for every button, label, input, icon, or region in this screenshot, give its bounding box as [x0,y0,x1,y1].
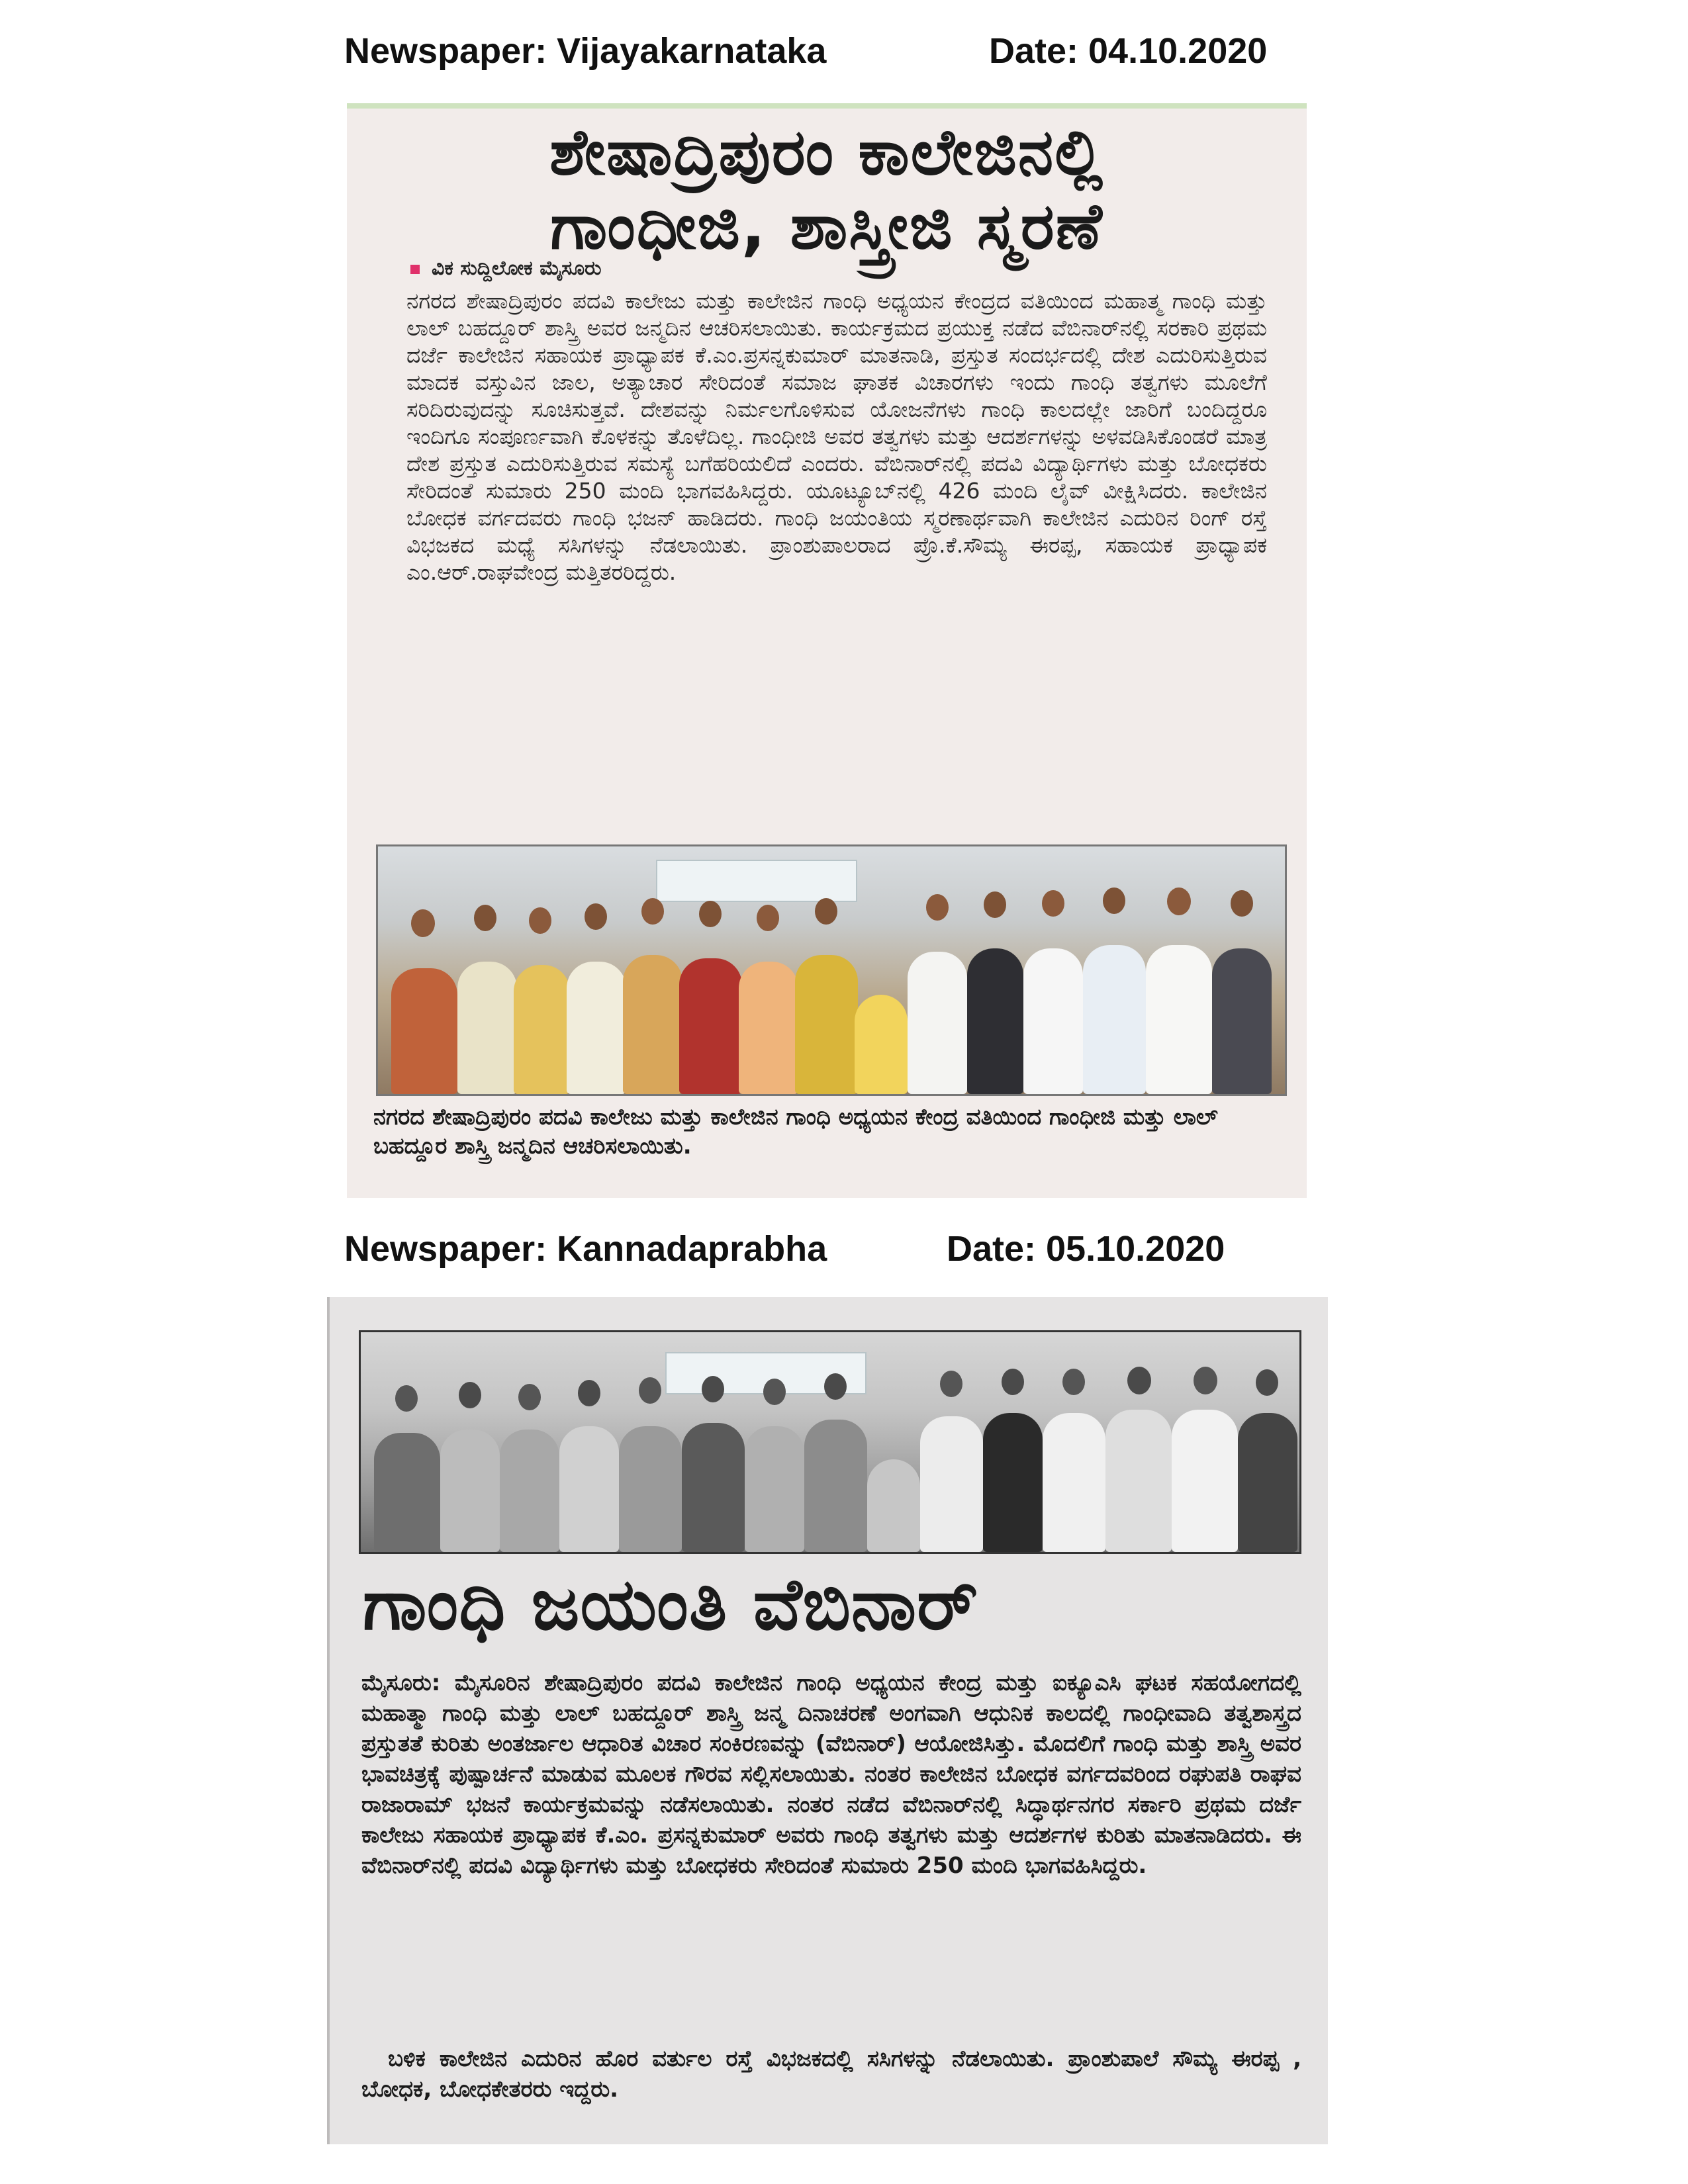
person [739,962,798,1094]
face [1103,887,1125,914]
person [559,1426,619,1552]
person [920,1416,983,1552]
face [824,1373,847,1400]
person [514,965,570,1094]
person [1238,1413,1297,1552]
face [940,1371,962,1397]
face [411,909,435,937]
person [679,958,742,1094]
person [682,1423,745,1552]
face [1167,887,1191,915]
person [983,1413,1043,1552]
face [984,891,1006,918]
group-photo [376,844,1287,1096]
headline-line-1: ಶೇಷಾದ್ರಿಪುರಂ ಕಾಲೇಜಿನಲ್ಲಿ [549,115,1104,189]
face [585,903,607,930]
person [908,952,967,1094]
group-photo [359,1330,1301,1554]
face [757,905,779,931]
newspaper-clipping-kannadaprabha [327,1297,1328,2144]
face [1127,1367,1151,1394]
newspaper-label-2: Newspaper: Kannadaprabha [344,1229,827,1269]
person [967,948,1023,1094]
person [1023,948,1083,1094]
face [763,1379,786,1405]
face [639,1377,661,1404]
body-paragraph-1: ಮೈಸೂರಿನ ಶೇಷಾದ್ರಿಪುರಂ ಪದವಿ ಕಾಲೇಜಿನ ಗಾಂಧಿ ಅಧ್ಯಯನ ಕೇಂದ್ರ ಮತ್ತು ಐಕ್ಯೂಎಸಿ ಘಟಕ ಸಹಯೋಗದಲ್ಲಿ ಮಹಾತ್ಮಾ ಗಾಂಧಿ ಮತ್ತು ಲಾಲ್ ಬಹದ್ದೂರ್ ಶಾಸ್ತ್ರಿ ಜನ್ಮ ದಿನಾಚರಣೆ ಅಂಗವಾಗಿ ಆಧುನಿಕ ಕಾಲದಲ್ಲಿ ಗಾಂಧೀವಾದಿ ತತ್ವಶಾಸ್ತ್ರದ ಪ್ರಸ್ತುತತೆ ಕುರಿತು ಅಂತರ್ಜಾಲ ಆಧಾರಿತ ವಿಚಾರ ಸಂಕಿರಣವನ್ನು (ವೆಬಿನಾರ್) ಆಯೋಜಿಸಿತ್ತು. ಮೊದಲಿಗೆ ಗಾಂಧಿ ಮತ್ತು ಶಾಸ್ತ್ರಿ ಅವರ ಭಾವಚಿತ್ರಕ್ಕೆ ಪುಷ್ಪಾರ್ಚನೆ ಮಾಡುವ ಮೂಲಕ ಗೌರವ ಸಲ್ಲಿಸಲಾಯಿತು. ನಂತರ ಕಾಲೇಜಿನ ಬೋಧಕ ವರ್ಗದವರಿಂದ ರಘುಪತಿ ರಾಘವ ರಾಜಾರಾಮ್ ಭಜನೆ ಕಾರ್ಯಕ್ರಮವನ್ನು ನಡೆಸಲಾಯಿತು. ನಂತರ ನಡೆದ ವೆಬಿನಾರ್‌ನಲ್ಲಿ ಸಿದ್ಧಾರ್ಥನಗರ ಸರ್ಕಾರಿ ಪ್ರಥಮ ದರ್ಜೆ ಕಾಲೇಜು ಸಹಾಯಕ ಪ್ರಾಧ್ಯಾಪಕ ಕೆ.ಎಂ. ಪ್ರಸನ್ನಕುಮಾರ್ ಅವರು ಗಾಂಧಿ ತತ್ವಗಳು ಮತ್ತು ಆದರ್ಶಗಳ ಕುರಿತು ಮಾತನಾಡಿದರು. ಈ ವೆಬಿನಾರ್‌ನಲ್ಲಿ ಪದವಿ ವಿದ್ಯಾರ್ಥಿಗಳು ಮತ್ತು ಬೋಧಕರು ಸೇರಿದಂತೆ ಸುಮಾರು 250 ಮಂದಿ ಭಾಗವಹಿಸಿದ್ದರು. [361,1670,1301,1879]
person [440,1430,500,1552]
face [815,898,837,925]
dateline: ಮೈಸೂರು: [361,1670,441,1696]
face [1256,1369,1278,1396]
face [395,1385,418,1412]
person [1212,948,1272,1094]
person [1083,945,1146,1094]
face [1002,1369,1024,1395]
person [500,1430,559,1552]
face [1231,890,1253,917]
person [623,955,682,1094]
body-paragraph-2: ಬಳಿಕ ಕಾಲೇಜಿನ ಎದುರಿನ ಹೊರ ವರ್ತುಲ ರಸ್ತೆ ವಿಭಜಕದಲ್ಲಿ ಸಸಿಗಳನ್ನು ನೆಡಲಾಯಿತು. ಪ್ರಾಂಶುಪಾಲೆ ಸೌಮ್ಯ ಈರಪ್ಪ , ಬೋಧಕ, ಬೋಧಕೇತರರು ಇದ್ದರು. [361,2046,1301,2103]
headline: ಗಾಂಧಿ ಜಯಂತಿ ವೆಬಿನಾರ್ [363,1563,979,1646]
person [619,1426,682,1552]
projector-screen [656,860,857,902]
person [457,962,517,1094]
person [374,1433,440,1552]
person [855,995,908,1094]
face [518,1384,541,1410]
person [1043,1413,1105,1552]
person [1105,1410,1172,1552]
face [1062,1369,1085,1395]
face [699,901,722,927]
face [578,1380,600,1406]
person [795,955,858,1094]
face [926,894,949,921]
newspaper-clipping-vijayakarnataka [347,103,1307,1198]
article-body [361,1668,1301,2038]
date-label-1: Date: 04.10.2020 [989,31,1268,71]
face [474,905,496,931]
date-label-2: Date: 05.10.2020 [947,1229,1225,1269]
person [867,1459,920,1552]
person [1146,945,1212,1094]
face [641,898,664,925]
face [459,1382,481,1408]
article-body: ನಗರದ ಶೇಷಾದ್ರಿಪುರಂ ಪದವಿ ಕಾಲೇಜು ಮತ್ತು ಕಾಲೇಜಿನ ಗಾಂಧಿ ಅಧ್ಯಯನ ಕೇಂದ್ರದ ವತಿಯಿಂದ ಮಹಾತ್ಮ ಗಾಂಧಿ ಮತ್ತು ಲಾಲ್ ಬಹದ್ದೂರ್ ಶಾಸ್ತ್ರಿ ಅವರ ಜನ್ಮದಿನ ಆಚರಿಸಲಾಯಿತು. ಕಾರ್ಯಕ್ರಮದ ಪ್ರಯುಕ್ತ ನಡೆದ ವೆಬಿನಾರ್‌ನಲ್ಲಿ ಸರಕಾರಿ ಪ್ರಥಮ ದರ್ಜೆ ಕಾಲೇಜಿನ ಸಹಾಯಕ ಪ್ರಾಧ್ಯಾಪಕ ಕೆ.ಎಂ.ಪ್ರಸನ್ನಕುಮಾರ್ ಮಾತನಾಡಿ, ಪ್ರಸ್ತುತ ಸಂದರ್ಭದಲ್ಲಿ ದೇಶ ಎದುರಿಸುತ್ತಿರುವ ಮಾದಕ ವಸ್ತುವಿನ ಜಾಲ, ಅತ್ಯಾಚಾರ ಸೇರಿದಂತೆ ಸಮಾಜ ಘಾತಕ ವಿಚಾರಗಳು ಇಂದು ಗಾಂಧಿ ತತ್ವಗಳು ಮೂಲೆಗೆ ಸರಿದಿರುವುದನ್ನು ಸೂಚಿಸುತ್ತವೆ. ದೇಶವನ್ನು ನಿರ್ಮಲಗೊಳಿಸುವ ಯೋಜನೆಗಳು ಗಾಂಧಿ ಕಾಲದಲ್ಲೇ ಜಾರಿಗೆ ಬಂದಿದ್ದರೂ ಇಂದಿಗೂ ಸಂಪೂರ್ಣವಾಗಿ ಕೊಳಕನ್ನು ತೊಳೆದಿಲ್ಲ. ಗಾಂಧೀಜಿ ಅವರ ತತ್ವಗಳು ಮತ್ತು ಆದರ್ಶಗಳನ್ನು ಅಳವಡಿಸಿಕೊಂಡರೆ ಮಾತ್ರ ದೇಶ ಪ್ರಸ್ತುತ ಎದುರಿಸುತ್ತಿರುವ ಸಮಸ್ಯೆ ಬಗೆಹರಿಯಲಿದೆ ಎಂದರು. ವೆಬಿನಾರ್‌ನಲ್ಲಿ ಪದವಿ ವಿದ್ಯಾರ್ಥಿಗಳು ಮತ್ತು ಬೋಧಕರು ಸೇರಿದಂತೆ ಸುಮಾರು 250 ಮಂದಿ ಭಾಗವಹಿಸಿದ್ದರು. ಯೂಟ್ಯೂಬ್‌ನಲ್ಲಿ 426 ಮಂದಿ ಲೈವ್ ವೀಕ್ಷಿಸಿದರು. ಕಾಲೇಜಿನ ಬೋಧಕ ವರ್ಗದವರು ಗಾಂಧಿ ಭಜನ್ ಹಾಡಿದರು. ಗಾಂಧಿ ಜಯಂತಿಯ ಸ್ಮರಣಾರ್ಥವಾಗಿ ಕಾಲೇಜಿನ ಎದುರಿನ ರಿಂಗ್ ರಸ್ತೆ ವಿಭಜಕದ ಮಧ್ಯೆ ಸಸಿಗಳನ್ನು ನೆಡಲಾಯಿತು. ಪ್ರಾಂಶುಪಾಲರಾದ ಪ್ರೊ.ಕೆ.ಸೌಮ್ಯ ಈರಪ್ಪ, ಸಹಾಯಕ ಪ್ರಾಧ್ಯಾಪಕ ಎಂ.ಆರ್.ರಾಘವೇಂದ್ರ ಮತ್ತಿತರರಿದ್ದರು. [406,288,1267,585]
headline-line-2: ಗಾಂಧೀಜಿ, ಶಾಸ್ತ್ರೀಜಿ ಸ್ಮರಣೆ [550,189,1103,263]
face [529,907,551,934]
person [391,968,457,1094]
person [804,1420,867,1552]
person [745,1426,804,1552]
face [702,1376,724,1402]
photo-caption: ನಗರದ ಶೇಷಾದ್ರಿಪುರಂ ಪದವಿ ಕಾಲೇಜು ಮತ್ತು ಕಾಲೇಜಿನ ಗಾಂಧಿ ಅಧ್ಯಯನ ಕೇಂದ್ರ ವತಿಯಿಂದ ಗಾಂಧೀಜಿ ಮತ್ತು ಲಾಲ್ ಬಹದ್ದೂರ ಶಾಸ್ತ್ರಿ ಜನ್ಮದಿನ ಆಚರಿಸಲಾಯಿತು. [373,1104,1218,1160]
person [567,962,626,1094]
byline-text: ವಿಕ ಸುದ್ದಿಲೋಕ ಮೈಸೂರು [432,257,602,280]
newspaper-label-1: Newspaper: Vijayakarnataka [344,31,827,71]
face [1194,1367,1217,1394]
byline-marker-icon [410,265,420,274]
face [1042,890,1064,917]
clip-top-edge [347,103,1307,109]
person [1172,1410,1238,1552]
byline [410,257,602,280]
